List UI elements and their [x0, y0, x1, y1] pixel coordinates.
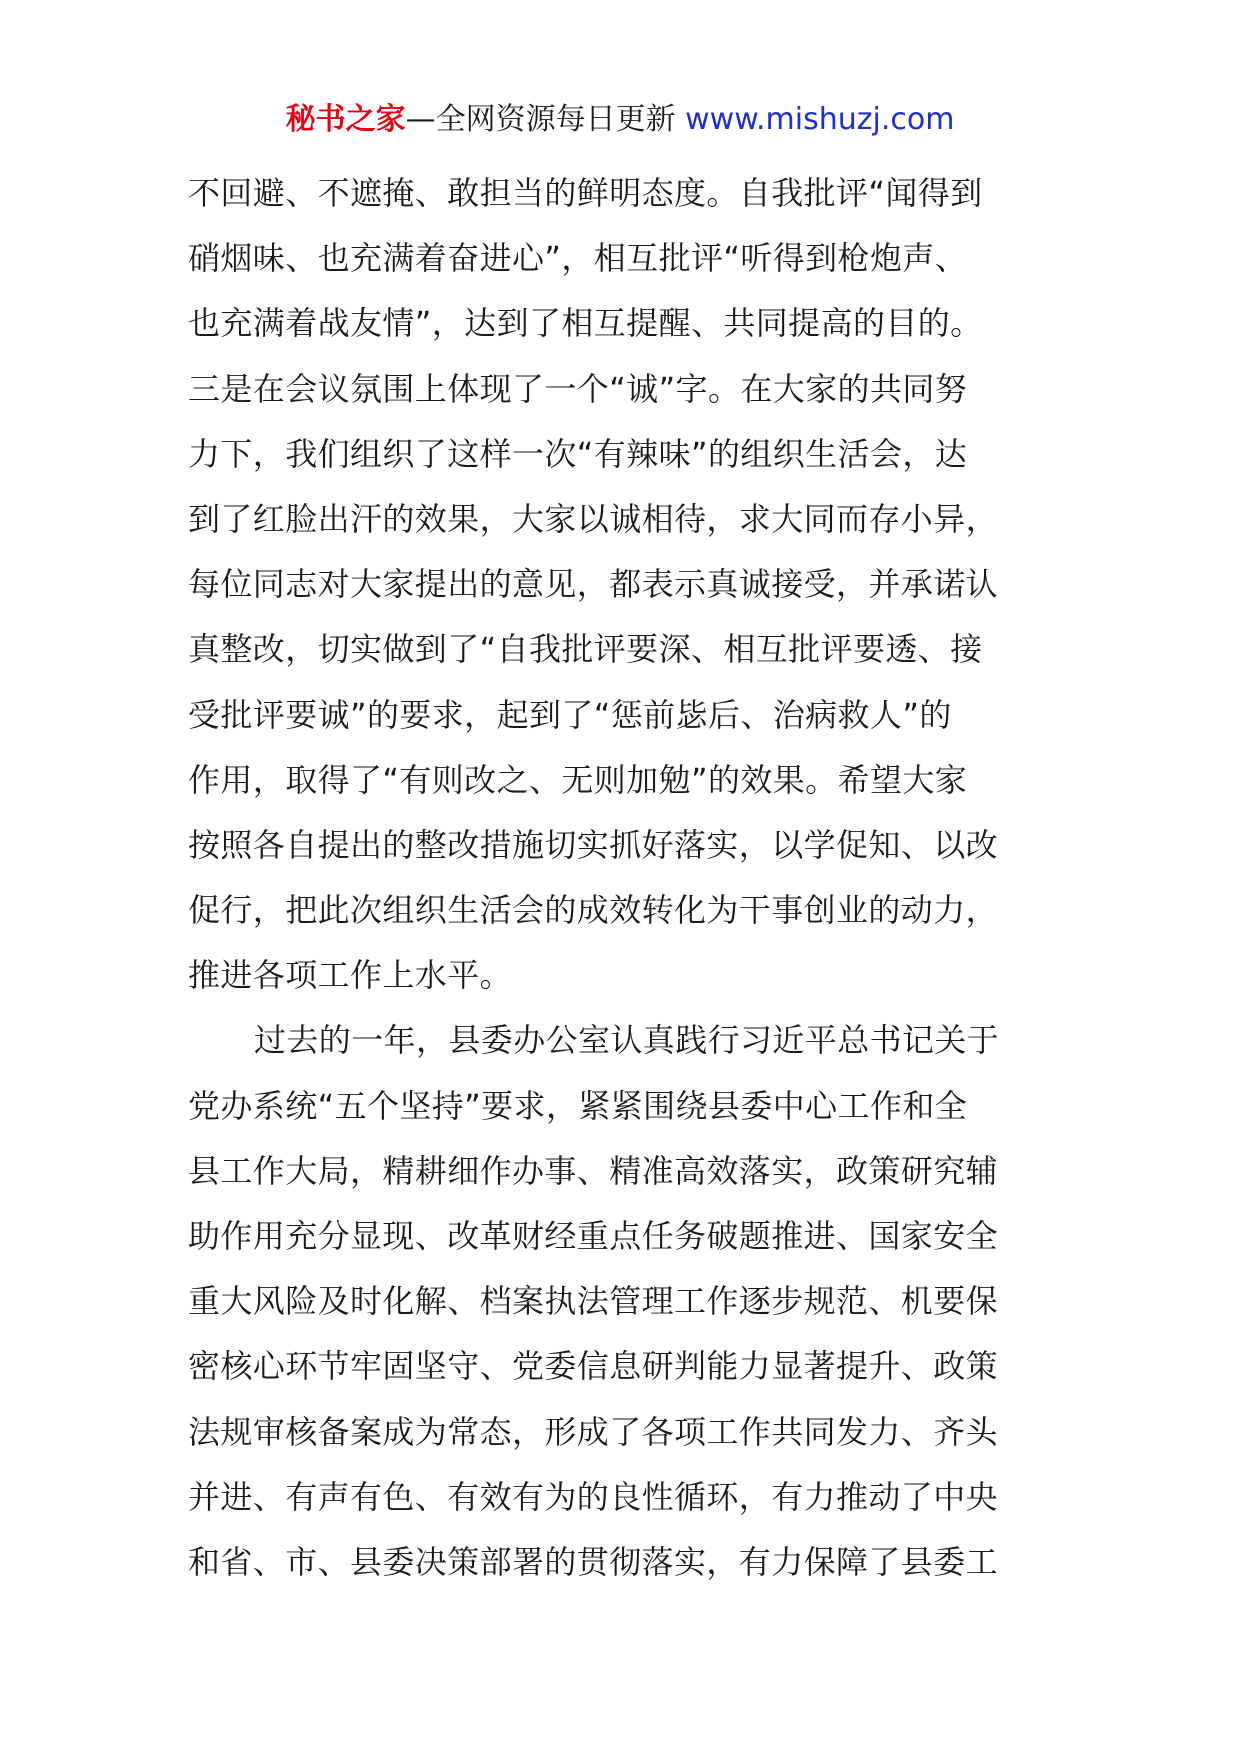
site-url-link[interactable]: www.mishuzj.com: [685, 102, 955, 137]
paragraph-start-line: 过去的一年，县委办公室认真践行习近平总书记关于: [254, 1021, 1000, 1060]
text-line: 真整改，切实做到了“自我批评要深、相互批评要透、接: [188, 630, 983, 669]
text-line: 力下，我们组织了这样一次“有辣味”的组织生活会，达: [188, 434, 968, 473]
text-line: 硝烟味、也充满着奋进心”，相互批评“听得到枪炮声、: [188, 239, 968, 278]
text-line: 促行，把此次组织生活会的成效转化为干事创业的动力，: [188, 891, 999, 930]
text-line: 推进各项工作上水平。: [188, 956, 513, 995]
text-line: 助作用充分显现、改革财经重点任务破题推进、国家安全: [188, 1217, 999, 1255]
text-line: 并进、有声有色、有效有为的良性循环，有力推动了中央: [188, 1477, 999, 1516]
text-line: 密核心环节牢固坚守、党委信息研判能力显著提升、政策: [188, 1347, 999, 1386]
text-line: 也充满着战友情”，达到了相互提醒、共同提高的目的。: [188, 304, 983, 343]
page-header: [0, 98, 1240, 142]
text-line: 不回避、不遮掩、敢担当的鲜明态度。自我批评“闻得到: [188, 174, 983, 212]
document-body: [188, 161, 1068, 1595]
text-line: 县工作大局，精耕细作办事、精准高效落实，政策研究辅: [188, 1151, 999, 1190]
text-line: 每位同志对大家提出的意见，都表示真诚接受，并承诺认: [188, 565, 999, 604]
text-line: 三是在会议氛围上体现了一个“诚”字。在大家的共同努: [188, 369, 968, 408]
text-line: 党办系统“五个坚持”要求，紧紧围绕县委中心工作和全: [188, 1086, 968, 1125]
text-line: 和省、市、县委决策部署的贯彻落实，有力保障了县委工: [188, 1542, 999, 1581]
text-line: 作用，取得了“有则改之、无则加勉”的效果。希望大家: [188, 760, 968, 799]
text-line: 受批评要诚”的要求，起到了“惩前毖后、治病救人”的: [188, 695, 952, 734]
text-line: 到了红脸出汗的效果，大家以诚相待，求大同而存小异，: [188, 499, 999, 538]
text-line: 重大风险及时化解、档案执法管理工作逐步规范、机要保: [188, 1282, 999, 1321]
site-slogan: —全网资源每日更新: [405, 102, 686, 137]
text-line: 法规审核备案成为常态，形成了各项工作共同发力、齐头: [188, 1412, 999, 1451]
text-line: 按照各自提出的整改措施切实抓好落实，以学促知、以改: [188, 825, 999, 864]
site-brand: 秘书之家: [285, 102, 406, 137]
